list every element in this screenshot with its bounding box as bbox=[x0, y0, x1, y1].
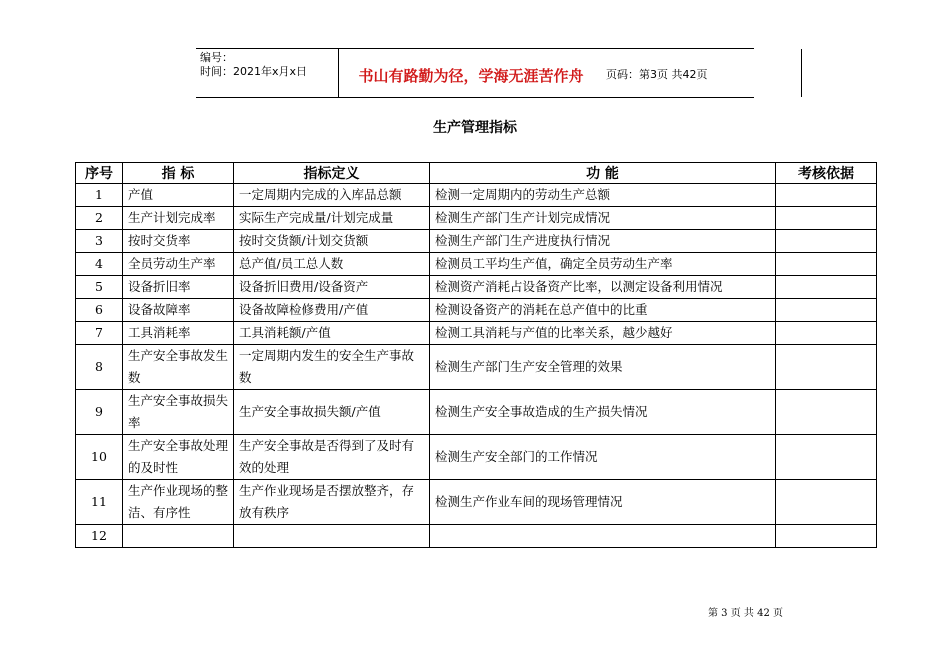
row-no: 3 bbox=[76, 230, 123, 253]
row-no: 8 bbox=[76, 345, 123, 390]
col-header-basis: 考核依据 bbox=[776, 163, 877, 184]
row-function: 检测资产消耗占设备资产比率，以测定设备利用情况 bbox=[430, 276, 776, 299]
row-definition: 生产安全事故损失额/产值 bbox=[234, 390, 430, 435]
page-footer: 第 3 页 共 42 页 bbox=[708, 608, 783, 619]
table-row bbox=[76, 345, 877, 390]
row-indicator: 按时交货率 bbox=[123, 230, 234, 253]
table-row bbox=[76, 525, 877, 548]
row-function: 检测生产部门生产进度执行情况 bbox=[430, 230, 776, 253]
row-no: 9 bbox=[76, 390, 123, 435]
row-no: 2 bbox=[76, 207, 123, 230]
row-function: 检测工具消耗与产值的比率关系，越少越好 bbox=[430, 322, 776, 345]
table-row bbox=[76, 435, 877, 480]
row-basis bbox=[776, 322, 877, 345]
row-basis bbox=[776, 276, 877, 299]
page-indicator: 页码：第3页 共42页 bbox=[606, 68, 708, 81]
time-label: 时间：2021年x月x日 bbox=[200, 65, 308, 78]
row-definition: 一定周期内完成的入库品总额 bbox=[234, 184, 430, 207]
row-indicator: 生产安全事故发生数 bbox=[123, 345, 234, 390]
row-basis bbox=[776, 207, 877, 230]
row-basis bbox=[776, 299, 877, 322]
table-row bbox=[76, 184, 877, 207]
row-basis bbox=[776, 480, 877, 525]
table-row bbox=[76, 230, 877, 253]
col-header-definition: 指标定义 bbox=[234, 163, 430, 184]
indicator-table bbox=[75, 162, 877, 548]
row-basis bbox=[776, 184, 877, 207]
row-definition bbox=[234, 525, 430, 548]
row-indicator: 产值 bbox=[123, 184, 234, 207]
row-definition: 设备故障检修费用/产值 bbox=[234, 299, 430, 322]
row-basis bbox=[776, 525, 877, 548]
table-header-row bbox=[76, 163, 877, 184]
row-definition: 按时交货额/计划交货额 bbox=[234, 230, 430, 253]
row-no: 10 bbox=[76, 435, 123, 480]
row-definition: 生产安全事故是否得到了及时有效的处理 bbox=[234, 435, 430, 480]
row-function: 检测生产部门生产计划完成情况 bbox=[430, 207, 776, 230]
row-function: 检测生产安全事故造成的生产损失情况 bbox=[430, 390, 776, 435]
col-header-function: 功 能 bbox=[430, 163, 776, 184]
row-definition: 生产作业现场是否摆放整齐，存放有秩序 bbox=[234, 480, 430, 525]
row-function bbox=[430, 525, 776, 548]
row-function: 检测一定周期内的劳动生产总额 bbox=[430, 184, 776, 207]
row-basis bbox=[776, 253, 877, 276]
row-function: 检测员工平均生产值，确定全员劳动生产率 bbox=[430, 253, 776, 276]
page-header bbox=[196, 48, 754, 98]
row-indicator: 全员劳动生产率 bbox=[123, 253, 234, 276]
table-row bbox=[76, 253, 877, 276]
row-function: 检测生产部门生产安全管理的效果 bbox=[430, 345, 776, 390]
row-function: 检测生产作业车间的现场管理情况 bbox=[430, 480, 776, 525]
table-row bbox=[76, 276, 877, 299]
row-indicator: 生产计划完成率 bbox=[123, 207, 234, 230]
row-no: 11 bbox=[76, 480, 123, 525]
table-row bbox=[76, 207, 877, 230]
row-definition: 一定周期内发生的安全生产事故数 bbox=[234, 345, 430, 390]
row-function: 检测设备资产的消耗在总产值中的比重 bbox=[430, 299, 776, 322]
row-no: 4 bbox=[76, 253, 123, 276]
row-indicator: 生产安全事故损失率 bbox=[123, 390, 234, 435]
header-motto: 书山有路勤为径，学海无涯苦作舟 bbox=[358, 67, 584, 85]
row-basis bbox=[776, 230, 877, 253]
col-header-no: 序号 bbox=[76, 163, 123, 184]
row-indicator: 生产作业现场的整洁、有序性 bbox=[123, 480, 234, 525]
row-definition: 实际生产完成量/计划完成量 bbox=[234, 207, 430, 230]
row-definition: 总产值/员工总人数 bbox=[234, 253, 430, 276]
table-row bbox=[76, 322, 877, 345]
row-indicator: 工具消耗率 bbox=[123, 322, 234, 345]
row-no: 5 bbox=[76, 276, 123, 299]
header-meta bbox=[200, 51, 340, 79]
row-definition: 设备折旧费用/设备资产 bbox=[234, 276, 430, 299]
row-no: 1 bbox=[76, 184, 123, 207]
row-no: 7 bbox=[76, 322, 123, 345]
row-no: 12 bbox=[76, 525, 123, 548]
table-row bbox=[76, 390, 877, 435]
row-basis bbox=[776, 435, 877, 480]
number-label: 编号： bbox=[200, 51, 233, 64]
row-indicator: 设备折旧率 bbox=[123, 276, 234, 299]
col-header-indicator: 指 标 bbox=[123, 163, 234, 184]
row-indicator bbox=[123, 525, 234, 548]
table-row bbox=[76, 299, 877, 322]
row-basis bbox=[776, 390, 877, 435]
table-row bbox=[76, 480, 877, 525]
document-title: 生产管理指标 bbox=[433, 120, 517, 136]
row-basis bbox=[776, 345, 877, 390]
row-no: 6 bbox=[76, 299, 123, 322]
row-function: 检测生产安全部门的工作情况 bbox=[430, 435, 776, 480]
row-indicator: 设备故障率 bbox=[123, 299, 234, 322]
row-definition: 工具消耗额/产值 bbox=[234, 322, 430, 345]
row-indicator: 生产安全事故处理的及时性 bbox=[123, 435, 234, 480]
